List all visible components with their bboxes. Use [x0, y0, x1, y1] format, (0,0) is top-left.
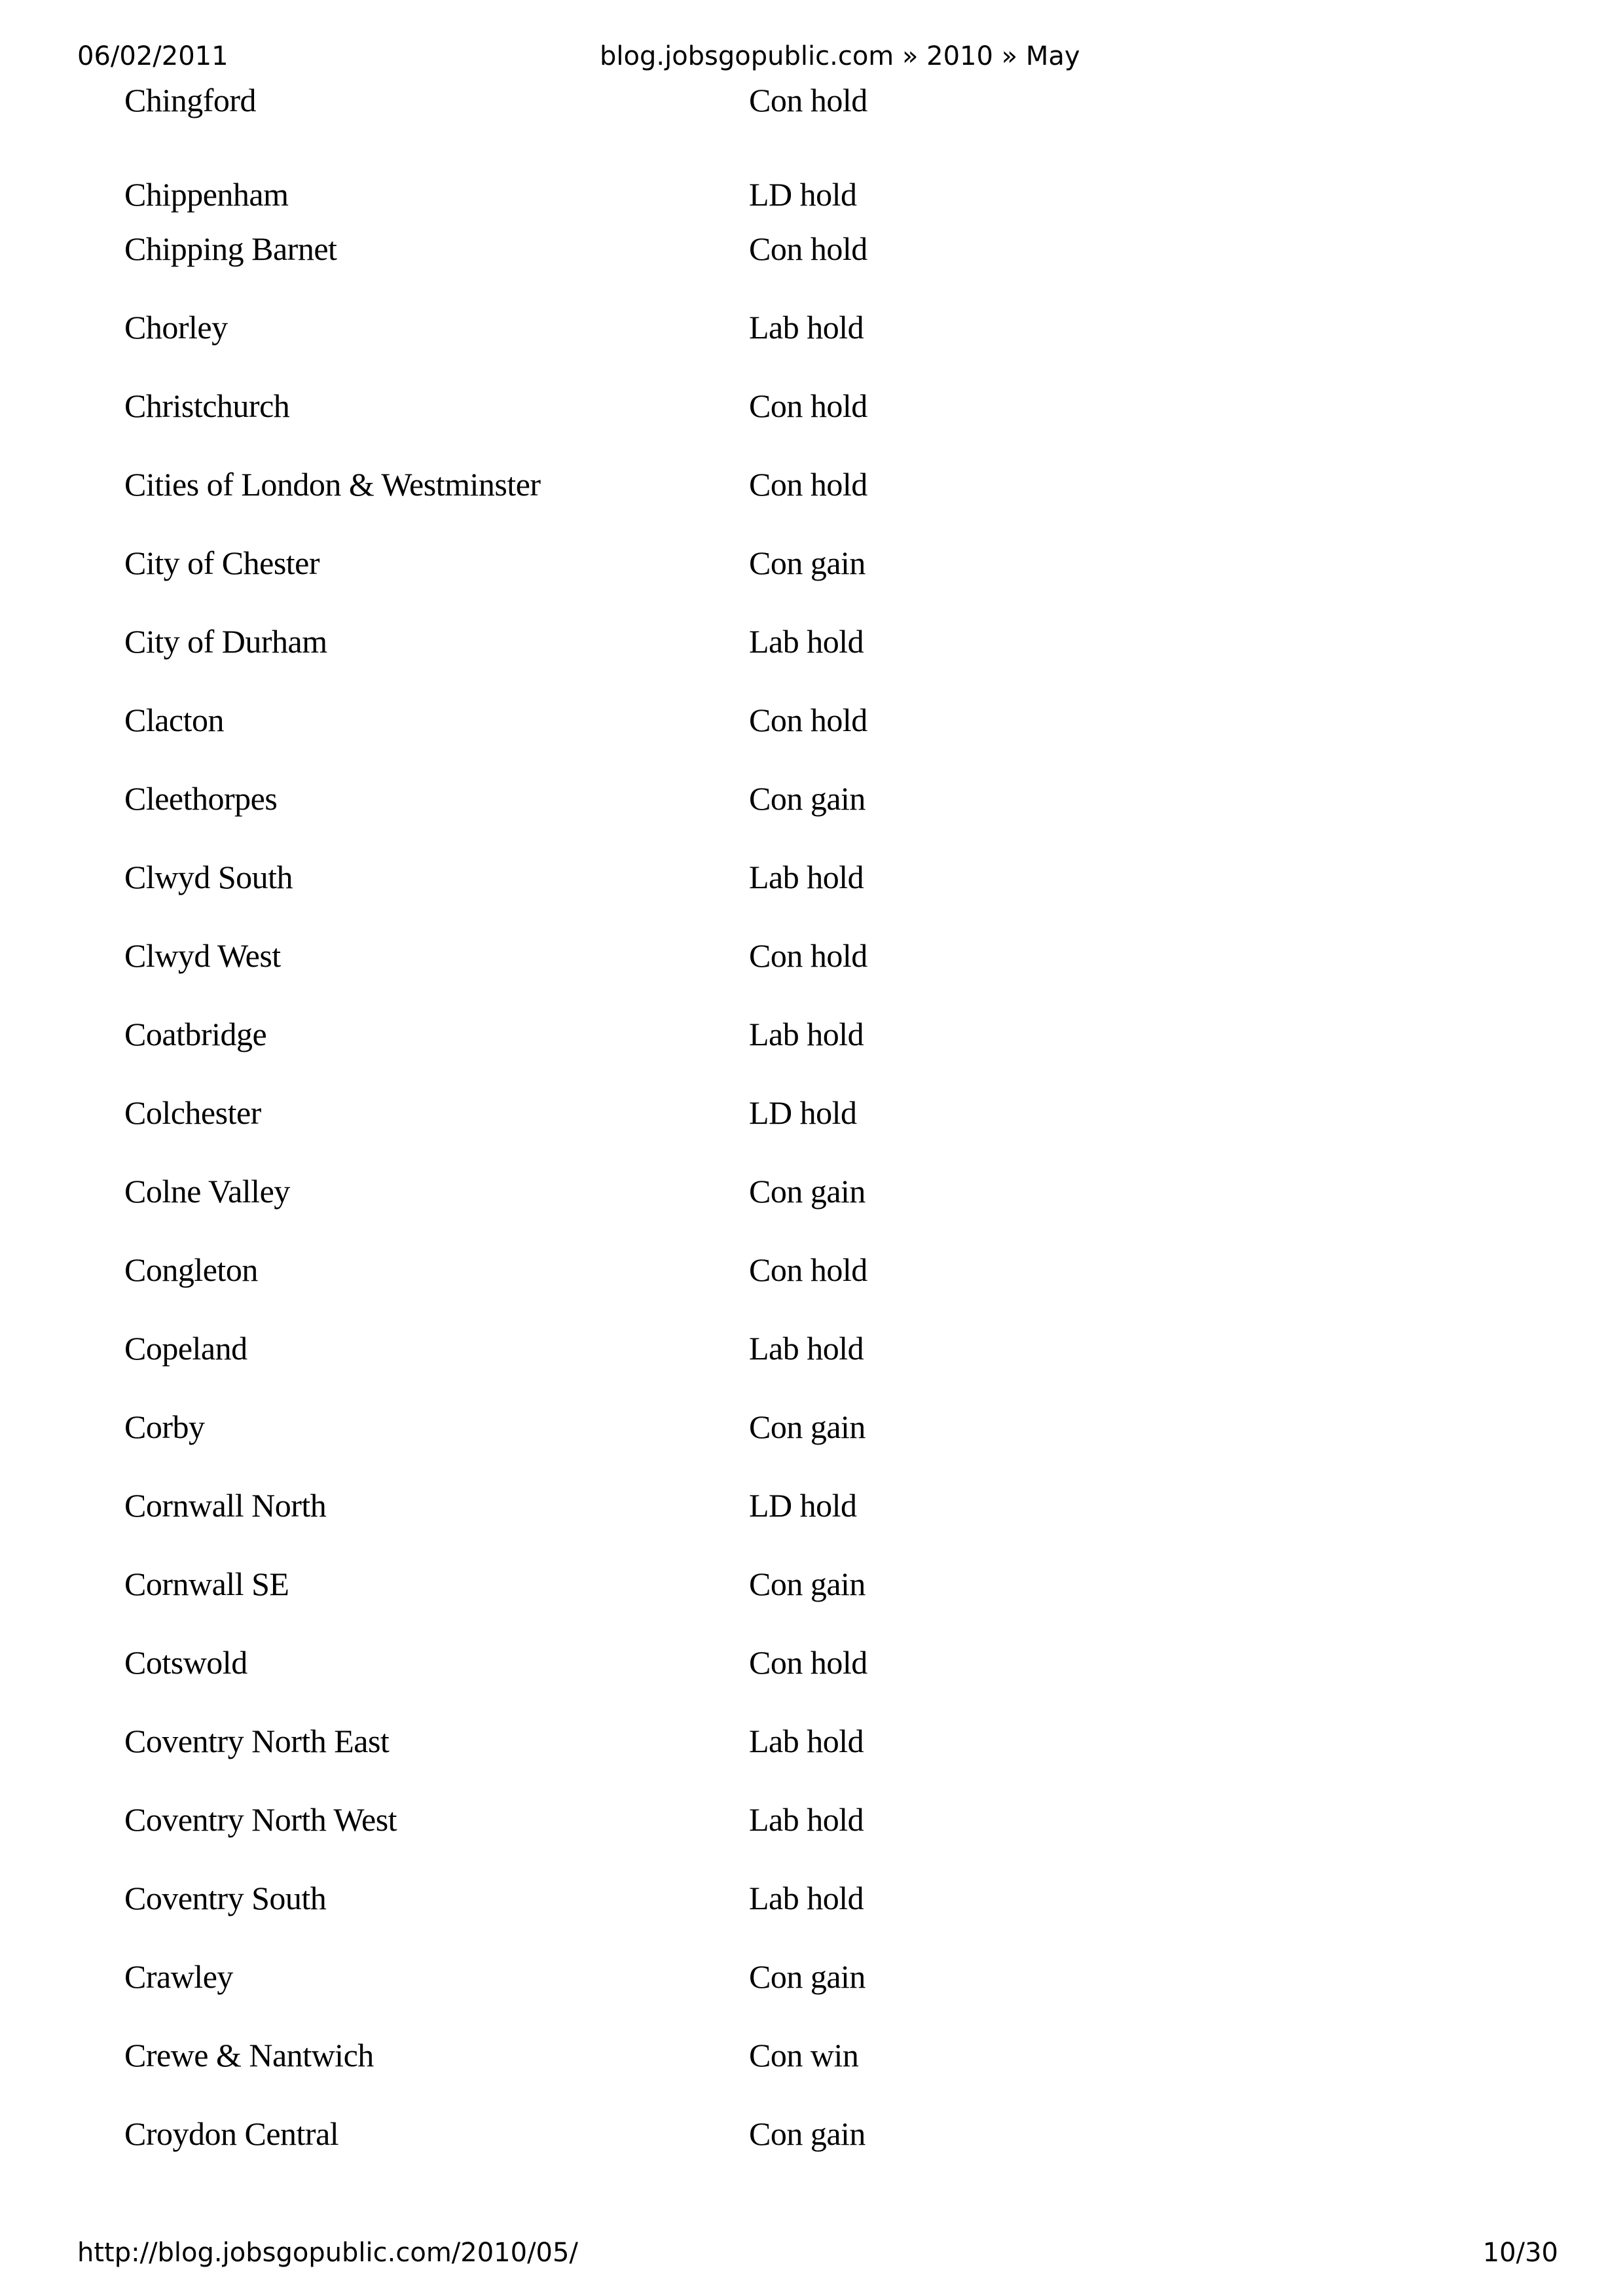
constituency-name: Copeland — [124, 1330, 247, 1367]
constituency-name: Clacton — [124, 702, 225, 738]
constituency-name: Crewe & Nantwich — [124, 2037, 374, 2073]
election-result: Con hold — [749, 702, 867, 738]
table-row — [0, 1325, 1623, 1371]
table-row — [0, 1640, 1623, 1685]
constituency-name: Cities of London & Westminster — [124, 466, 541, 503]
constituency-name: Crawley — [124, 1958, 233, 1995]
constituency-name: Cornwall North — [124, 1487, 327, 1524]
header-date: 06/02/2011 — [77, 41, 228, 71]
constituency-name: Cotswold — [124, 1644, 247, 1681]
election-result: Lab hold — [749, 309, 864, 346]
header-title: blog.jobsgopublic.com » 2010 » May — [600, 41, 1080, 71]
table-row — [0, 1561, 1623, 1607]
election-result: LD hold — [749, 176, 857, 213]
constituency-name: Clwyd South — [124, 859, 293, 895]
table-row — [0, 697, 1623, 743]
constituency-name: Chorley — [124, 309, 228, 346]
constituency-name: Colne Valley — [124, 1173, 290, 1210]
election-result: Con hold — [749, 937, 867, 974]
table-row — [0, 383, 1623, 429]
election-result: Lab hold — [749, 859, 864, 895]
election-result: Con hold — [749, 230, 867, 267]
election-result: Con hold — [749, 82, 867, 118]
election-result: Con gain — [749, 2115, 866, 2152]
constituency-name: Coventry South — [124, 1880, 327, 1916]
constituency-name: Colchester — [124, 1094, 261, 1131]
constituency-name: City of Chester — [124, 545, 320, 581]
table-row — [0, 1482, 1623, 1528]
constituency-name: Congleton — [124, 1251, 258, 1288]
election-result: LD hold — [749, 1487, 857, 1524]
footer-url[interactable]: http://blog.jobsgopublic.com/2010/05/ — [77, 2238, 578, 2268]
table-row — [0, 776, 1623, 821]
election-result: LD hold — [749, 1094, 857, 1131]
table-row — [0, 1875, 1623, 1921]
constituency-name: Coventry North West — [124, 1801, 397, 1838]
election-result: Lab hold — [749, 1016, 864, 1052]
table-row — [0, 540, 1623, 586]
constituency-name: Cornwall SE — [124, 1566, 289, 1602]
constituency-name: Coventry North East — [124, 1723, 390, 1759]
election-result: Con gain — [749, 545, 866, 581]
constituency-name: Cleethorpes — [124, 780, 278, 817]
constituency-name: Chippenham — [124, 176, 289, 213]
table-row — [0, 1404, 1623, 1450]
election-result: Con gain — [749, 780, 866, 817]
table-row — [0, 461, 1623, 507]
constituency-name: City of Durham — [124, 623, 327, 660]
election-result: Con hold — [749, 1644, 867, 1681]
election-result: Con hold — [749, 1251, 867, 1288]
constituency-name: Christchurch — [124, 387, 290, 424]
table-row — [0, 619, 1623, 664]
table-row — [0, 1797, 1623, 1842]
table-row — [0, 226, 1623, 272]
election-result: Con gain — [749, 1173, 866, 1210]
table-row — [0, 171, 1623, 217]
table-row — [0, 2032, 1623, 2078]
table-row — [0, 1011, 1623, 1057]
election-result: Lab hold — [749, 1330, 864, 1367]
election-result: Lab hold — [749, 1801, 864, 1838]
election-result: Lab hold — [749, 1723, 864, 1759]
constituency-name: Corby — [124, 1408, 205, 1445]
table-row — [0, 933, 1623, 978]
table-row — [0, 304, 1623, 350]
page-number: 10/30 — [1482, 2238, 1558, 2268]
constituency-name: Coatbridge — [124, 1016, 267, 1052]
table-row — [0, 1168, 1623, 1214]
constituency-name: Croydon Central — [124, 2115, 339, 2152]
table-row — [0, 1247, 1623, 1293]
election-result: Con gain — [749, 1566, 866, 1602]
table-row — [0, 2111, 1623, 2157]
table-row — [0, 854, 1623, 900]
election-result: Con hold — [749, 387, 867, 424]
election-result: Con gain — [749, 1958, 866, 1995]
constituency-name: Chipping Barnet — [124, 230, 337, 267]
election-result: Con hold — [749, 466, 867, 503]
table-row — [0, 1718, 1623, 1764]
election-result: Con gain — [749, 1408, 866, 1445]
table-row — [0, 77, 1623, 123]
constituency-name: Clwyd West — [124, 937, 281, 974]
constituency-name: Chingford — [124, 82, 257, 118]
table-row — [0, 1954, 1623, 2000]
election-result: Con win — [749, 2037, 859, 2073]
table-row — [0, 1090, 1623, 1136]
election-result: Lab hold — [749, 623, 864, 660]
election-result: Lab hold — [749, 1880, 864, 1916]
